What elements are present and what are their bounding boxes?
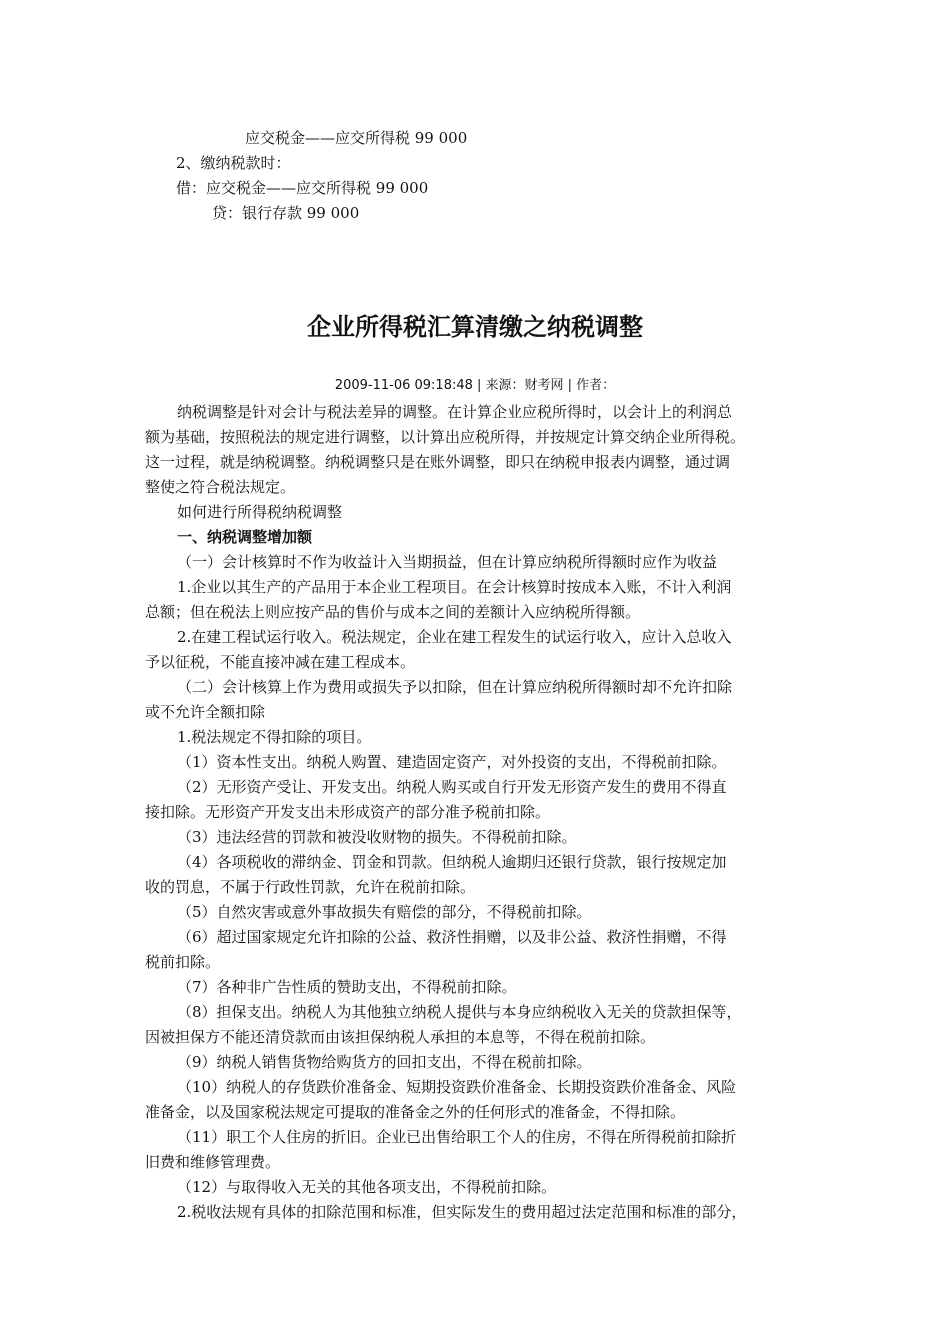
paragraph-line: （3）违法经营的罚款和被没收财物的损失。不得税前扣除。 [177, 828, 577, 846]
paragraph-line: 2.在建工程试运行收入。税法规定，企业在建工程发生的试运行收入，应计入总收入 [177, 628, 732, 646]
paragraph-line: 如何进行所得税纳税调整 [177, 503, 343, 521]
paragraph-line: 整使之符合税法规定。 [145, 478, 296, 496]
paragraph-line: （9）纳税人销售货物给购货方的回扣支出，不得在税前扣除。 [177, 1053, 592, 1071]
paragraph-line: 准备金，以及国家税法规定可提取的准备金之外的任何形式的准备金，不得扣除。 [145, 1103, 686, 1121]
paragraph-line: 2.税收法规有具体的扣除范围和标准，但实际发生的费用超过法定范围和标准的部分， [177, 1203, 747, 1221]
entry-line-credit-tax: 应交税金——应交所得税 99 000 [245, 129, 468, 147]
paragraph-line: （11）职工个人住房的折旧。企业已出售给职工个人的住房，不得在所得税前扣除折 [177, 1128, 737, 1146]
entry-line-payment-heading: 2、缴纳税款时： [176, 154, 291, 172]
paragraph-line: （一）会计核算时不作为收益计入当期损益，但在计算应纳税所得额时应作为收益 [177, 553, 718, 571]
paragraph-line: 旧费和维修管理费。 [145, 1153, 281, 1171]
paragraph-line: （1）资本性支出。纳税人购置、建造固定资产，对外投资的支出，不得税前扣除。 [177, 753, 727, 771]
article-source-author: | 来源：财考网 | 作者： [472, 378, 616, 393]
paragraph-line: （5）自然灾害或意外事故损失有赔偿的部分，不得税前扣除。 [177, 903, 592, 921]
article-datetime: 2009-11-06 09:18:48 [334, 378, 473, 393]
paragraph-line: （4）各项税收的滞纳金、罚金和罚款。但纳税人逾期归还银行贷款，银行按规定加 [177, 853, 727, 871]
article-meta [0, 377, 950, 395]
paragraph-line: 因被担保方不能还清贷款而由该担保纳税人承担的本息等，不得在税前扣除。 [145, 1028, 656, 1046]
paragraph-line: 予以征税，不能直接冲减在建工程成本。 [145, 653, 416, 671]
article-title: 企业所得税汇算清缴之纳税调整 [307, 313, 643, 341]
paragraph-line: （6）超过国家规定允许扣除的公益、救济性捐赠，以及非公益、救济性捐赠，不得 [177, 928, 727, 946]
paragraph-line: 接扣除。无形资产开发支出未形成资产的部分准予税前扣除。 [145, 803, 551, 821]
paragraph-line: （10）纳税人的存货跌价准备金、短期投资跌价准备金、长期投资跌价准备金、风险 [177, 1078, 737, 1096]
paragraph-line: 或不允许全额扣除 [145, 703, 266, 721]
paragraph-line: 1.企业以其生产的产品用于本企业工程项目。在会计核算时按成本入账，不计入利润 [177, 578, 732, 596]
paragraph-line: 1.税法规定不得扣除的项目。 [177, 728, 372, 746]
paragraph-line: （2）无形资产受让、开发支出。纳税人购买或自行开发无形资产发生的费用不得直 [177, 778, 727, 796]
paragraph-line: 这一过程，就是纳税调整。纳税调整只是在账外调整，即只在纳税申报表内调整，通过调 [145, 453, 731, 471]
entry-line-credit-bank: 贷：银行存款 99 000 [212, 204, 360, 222]
paragraph-line: 纳税调整是针对会计与税法差异的调整。在计算企业应税所得时，以会计上的利润总 [177, 403, 733, 421]
paragraph-line: （12）与取得收入无关的其他各项支出，不得税前扣除。 [177, 1178, 557, 1196]
paragraph-line: 额为基础，按照税法的规定进行调整，以计算出应税所得，并按规定计算交纳企业所得税。 [145, 428, 746, 446]
section-heading: 一、纳税调整增加额 [177, 528, 313, 546]
paragraph-line: 税前扣除。 [145, 953, 221, 971]
paragraph-line: 收的罚息，不属于行政性罚款，允许在税前扣除。 [145, 878, 476, 896]
paragraph-line: 总额；但在税法上则应按产品的售价与成本之间的差额计入应纳税所得额。 [145, 603, 641, 621]
paragraph-line: （8）担保支出。纳税人为其他独立纳税人提供与本身应纳税收入无关的贷款担保等， [177, 1003, 742, 1021]
paragraph-line: （二）会计核算上作为费用或损失予以扣除，但在计算应纳税所得额时却不允许扣除 [177, 678, 733, 696]
paragraph-line: （7）各种非广告性质的赞助支出，不得税前扣除。 [177, 978, 517, 996]
entry-line-debit: 借：应交税金——应交所得税 99 000 [176, 179, 429, 197]
